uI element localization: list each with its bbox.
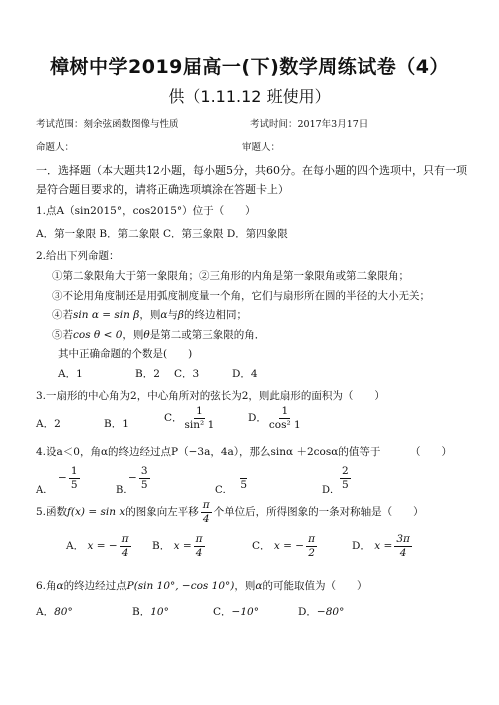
- question-6-option-b: B．10°: [132, 606, 169, 618]
- question-4-option-a-label: A．: [36, 485, 54, 496]
- section-heading-cont: 是符合题目要求的，请将正确选项填涂在答题卡上）: [36, 183, 289, 196]
- question-4-option-a: − $\frac{1}{5}$: [58, 465, 78, 491]
- question-4-option-d-label: D．: [322, 485, 341, 496]
- exam-subtitle: 供（1.11.12 班使用）: [168, 87, 331, 106]
- question-2-stem: 2.给出下列命题：: [36, 250, 120, 262]
- question-2-proposition-4: ④若sin α = sin β，则α与β的终边相同；: [52, 309, 247, 321]
- question-3-option-d: D． $\frac{1}{\text{cos² 1}}$: [248, 405, 301, 431]
- question-3-option-c: C． $\frac{1}{\text{sin² 1}}$: [164, 405, 215, 431]
- question-4-option-d: $\frac{2}{5}$: [342, 465, 349, 491]
- question-6-stem: 6.角α的终边经过点P(sin 10°, −cos 10°)，则α的可能取值为（ ）: [36, 580, 368, 592]
- question-1-stem: 1.点A（sin2015°，cos2015°）位于（ ）: [36, 205, 256, 217]
- question-4-option-b-label: B．: [116, 485, 134, 496]
- question-2-proposition-3: ③不论用角度制还是用弧度制度量一个角，它们与扇形所在圆的半径的大小无关；: [52, 290, 430, 302]
- question-5-option-c: C． x = − $\frac{\pi}{2}$: [252, 533, 315, 559]
- question-3-option-b: B．1: [104, 418, 129, 430]
- question-2-count: 其中正确命题的个数是( ): [58, 348, 193, 360]
- question-2-proposition-1-2: ①第二象限角大于第一象限角；②三角形的内角是第一象限角或第二象限角；: [52, 270, 409, 282]
- section-heading: 一．选择题（本大题共12小题，每小题5分，共60分。在每小题的四个选项中，只有一项: [36, 164, 467, 177]
- question-5-option-d: D． x = $\frac{3\pi}{4}$: [352, 533, 410, 559]
- question-3-stem: 3.一扇形的中心角为2，中心角所对的弦长为2，则此扇形的面积为（ ）: [36, 390, 385, 402]
- question-3-option-a: A．2: [36, 418, 61, 430]
- question-2-option-c: C．3: [174, 368, 200, 380]
- question-2-proposition-5: ⑤若cos θ < 0，则θ是第二或第三象限的角．: [52, 329, 266, 341]
- proposer-label: 命题人：: [36, 142, 75, 153]
- question-5-stem: 5.函数f(x) = sin x的图象向左平移 $\frac{\pi}{4}$ 个单位后，所得图象的一条对称轴是（ ）: [36, 499, 424, 525]
- question-6-option-c: C．−10°: [213, 606, 259, 618]
- reviewer-label: 审题人：: [242, 142, 281, 153]
- question-2-option-a: A．1: [58, 368, 83, 380]
- question-6-option-a: A．80°: [36, 606, 73, 618]
- exam-scope: 考试范围：刻余弦函数图像与性质: [36, 119, 179, 130]
- question-1-options: A．第一象限 B．第二象限 C．第三象限 D．第四象限: [36, 228, 288, 240]
- question-4-stem: 4.设a＜0，角α的终边经过点P（−3a，4a），那么sinα ＋2cosα的值等于: [36, 446, 381, 458]
- exam-title: 樟树中学2019届高一(下)数学周练试卷（4）: [50, 56, 449, 78]
- question-4-option-c: 5: [238, 466, 249, 490]
- question-2-option-b: B．2: [135, 368, 160, 380]
- question-2-option-d: D．4: [232, 368, 258, 380]
- question-4-option-b: − $\frac{3}{5}$: [128, 465, 148, 491]
- question-4-paren: （ ）: [410, 446, 452, 458]
- question-5-option-b: B． x = $\frac{\pi}{4}$: [152, 533, 203, 559]
- question-6-option-d: D．−80°: [298, 606, 345, 618]
- exam-time: 考试时间：2017年3月17日: [250, 119, 369, 130]
- question-4-option-c-label: C．: [215, 485, 233, 496]
- question-5-option-a: A． x = − $\frac{\pi}{4}$: [66, 533, 129, 559]
